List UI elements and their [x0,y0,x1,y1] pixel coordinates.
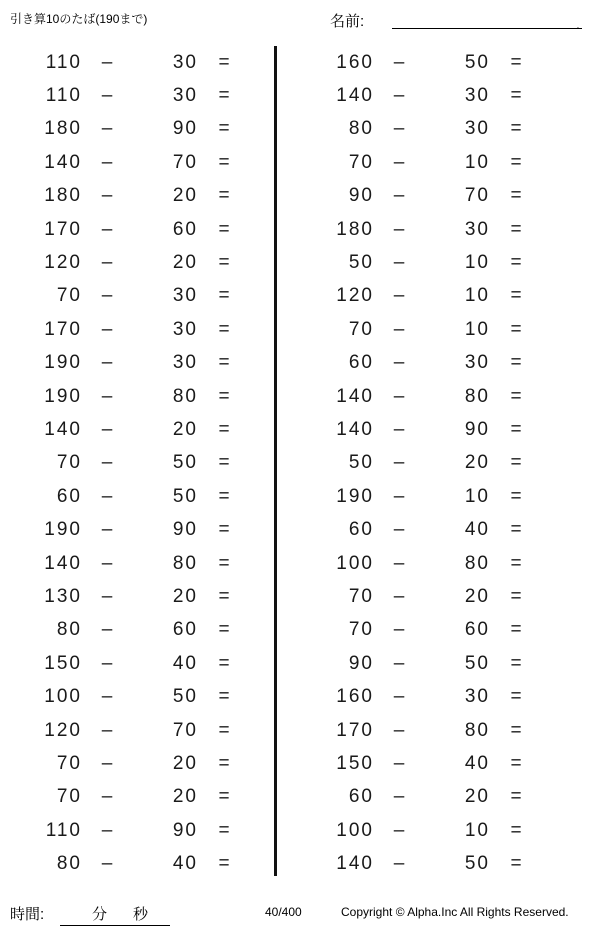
operand-first: 100 [336,819,374,841]
problem-row [4,213,272,246]
problem-column-right [296,46,564,881]
problem-row [4,246,272,279]
operand-second: 30 [172,318,198,340]
minus-icon: – [393,853,405,875]
problem-row [4,580,272,613]
operand-first: 70 [56,752,82,774]
operand-first: 190 [44,385,82,407]
problem-row [296,747,564,780]
operand-second: 30 [172,85,198,107]
problem-row [4,614,272,647]
operand-first: 190 [44,519,82,541]
equals-icon: = [510,686,522,708]
operand-second: 10 [464,285,490,307]
equals-icon: = [218,385,230,407]
equals-icon: = [218,151,230,173]
problem-row [4,413,272,446]
minus-icon: – [393,719,405,741]
minus-icon: – [101,819,113,841]
minus-icon: – [101,652,113,674]
operand-first: 140 [44,151,82,173]
operand-first: 140 [336,385,374,407]
equals-icon: = [218,418,230,440]
problem-row [4,680,272,713]
problem-row [4,113,272,146]
minus-icon: – [393,418,405,440]
operand-first: 60 [56,485,82,507]
operand-first: 170 [336,719,374,741]
operand-second: 30 [464,686,490,708]
name-input-line[interactable] [392,28,582,29]
operand-second: 30 [464,118,490,140]
operand-second: 20 [464,786,490,808]
time-label: 時間: [10,906,45,923]
minus-icon: – [101,118,113,140]
minus-icon: – [101,218,113,240]
operand-first: 70 [56,452,82,474]
operand-first: 160 [336,686,374,708]
equals-icon: = [510,318,522,340]
minus-icon: – [393,652,405,674]
minus-icon: – [393,385,405,407]
equals-icon: = [218,719,230,741]
operand-second: 20 [172,752,198,774]
minus-icon: – [101,853,113,875]
minus-icon: – [393,85,405,107]
problem-row [4,647,272,680]
minus-icon: – [101,418,113,440]
minus-icon: – [101,485,113,507]
operand-second: 30 [464,218,490,240]
problem-row [296,580,564,613]
equals-icon: = [218,786,230,808]
equals-icon: = [510,218,522,240]
equals-icon: = [218,85,230,107]
minus-icon: – [101,719,113,741]
problem-row [296,280,564,313]
operand-second: 30 [172,285,198,307]
equals-icon: = [510,252,522,274]
equals-icon: = [510,452,522,474]
equals-icon: = [510,418,522,440]
equals-icon: = [510,719,522,741]
problem-row [296,447,564,480]
operand-second: 10 [464,485,490,507]
operand-second: 70 [464,185,490,207]
minus-icon: – [393,185,405,207]
operand-first: 160 [336,51,374,73]
operand-second: 20 [172,786,198,808]
operand-first: 170 [44,218,82,240]
problem-row [296,380,564,413]
operand-first: 120 [336,285,374,307]
minus-icon: – [393,452,405,474]
minus-icon: – [101,452,113,474]
operand-first: 70 [348,585,374,607]
minus-icon: – [393,585,405,607]
operand-first: 180 [336,218,374,240]
problem-row [296,313,564,346]
problem-row [4,814,272,847]
operand-first: 110 [45,51,82,73]
problem-row [4,347,272,380]
operand-second: 80 [172,552,198,574]
equals-icon: = [510,819,522,841]
operand-second: 40 [172,652,198,674]
operand-first: 140 [336,85,374,107]
problem-row [4,513,272,546]
equals-icon: = [510,485,522,507]
equals-icon: = [510,185,522,207]
equals-icon: = [218,185,230,207]
problem-row [296,647,564,680]
operand-first: 100 [44,686,82,708]
operand-first: 120 [44,252,82,274]
operand-second: 90 [172,118,198,140]
operand-second: 10 [464,318,490,340]
operand-second: 60 [172,218,198,240]
problem-row [296,513,564,546]
problem-row [4,547,272,580]
minus-icon: – [101,686,113,708]
operand-first: 80 [348,118,374,140]
equals-icon: = [218,51,230,73]
operand-second: 60 [464,619,490,641]
operand-second: 20 [172,418,198,440]
operand-second: 30 [172,352,198,374]
equals-icon: = [510,552,522,574]
operand-second: 50 [172,452,198,474]
operand-second: 20 [464,585,490,607]
minus-icon: – [101,585,113,607]
operand-first: 180 [44,185,82,207]
equals-icon: = [510,585,522,607]
minus-icon: – [393,619,405,641]
minus-icon: – [393,285,405,307]
minus-icon: – [101,85,113,107]
equals-icon: = [510,385,522,407]
operand-second: 20 [172,252,198,274]
name-period: . [576,16,580,32]
operand-first: 140 [44,418,82,440]
operand-first: 180 [44,118,82,140]
equals-icon: = [510,285,522,307]
time-input-line[interactable] [60,925,170,926]
operand-first: 190 [336,485,374,507]
problem-row [296,680,564,713]
operand-second: 80 [464,552,490,574]
equals-icon: = [218,752,230,774]
problem-row [296,547,564,580]
problem-row [296,347,564,380]
operand-first: 70 [348,318,374,340]
problem-column-left [4,46,272,881]
problem-row [296,480,564,513]
operand-second: 70 [172,151,198,173]
operand-first: 70 [348,151,374,173]
equals-icon: = [510,352,522,374]
operand-second: 30 [464,85,490,107]
operand-first: 90 [348,185,374,207]
equals-icon: = [510,652,522,674]
operand-second: 10 [464,252,490,274]
equals-icon: = [510,519,522,541]
operand-first: 70 [56,786,82,808]
problem-row [296,413,564,446]
equals-icon: = [218,585,230,607]
problem-row [4,747,272,780]
minus-icon: – [101,285,113,307]
equals-icon: = [218,819,230,841]
minus-icon: – [101,519,113,541]
copyright-notice: Copyright © Alpha.Inc All Rights Reserved. [341,905,569,919]
minus-icon: – [393,118,405,140]
problem-row [296,847,564,880]
problem-row [4,146,272,179]
minus-icon: – [393,318,405,340]
operand-first: 190 [44,352,82,374]
equals-icon: = [218,318,230,340]
minus-icon: – [101,151,113,173]
minus-icon: – [393,752,405,774]
problem-row [4,781,272,814]
equals-icon: = [510,85,522,107]
equals-icon: = [218,652,230,674]
name-field-area [330,8,590,32]
minus-icon: – [393,151,405,173]
operand-second: 90 [172,819,198,841]
problem-row [296,113,564,146]
equals-icon: = [510,51,522,73]
operand-second: 30 [172,51,198,73]
minus-icon: – [393,252,405,274]
minus-icon: – [101,619,113,641]
equals-icon: = [218,452,230,474]
page-footer [0,895,600,935]
page-title: 引き算10のたば(190まで) [10,12,148,26]
operand-first: 50 [348,252,374,274]
problem-row [4,714,272,747]
operand-second: 50 [172,686,198,708]
minus-icon: – [101,318,113,340]
operand-first: 80 [56,853,82,875]
operand-first: 60 [348,352,374,374]
problem-row [296,180,564,213]
minus-icon: – [393,485,405,507]
equals-icon: = [218,519,230,541]
operand-second: 50 [464,51,490,73]
problem-row [296,79,564,112]
operand-second: 20 [172,185,198,207]
operand-first: 140 [44,552,82,574]
equals-icon: = [218,352,230,374]
operand-second: 30 [464,352,490,374]
equals-icon: = [218,252,230,274]
operand-first: 140 [336,418,374,440]
problem-row [4,280,272,313]
operand-second: 50 [464,652,490,674]
operand-second: 40 [172,853,198,875]
problem-row [4,447,272,480]
page-number: 40/400 [265,905,302,919]
operand-second: 10 [464,819,490,841]
minus-icon: – [393,686,405,708]
minus-icon: – [101,252,113,274]
operand-second: 70 [172,719,198,741]
problem-row [296,714,564,747]
operand-second: 80 [464,719,490,741]
operand-first: 70 [348,619,374,641]
operand-first: 150 [44,652,82,674]
operand-second: 60 [172,619,198,641]
minus-icon: – [101,385,113,407]
operand-first: 70 [56,285,82,307]
minutes-label: 分 [92,906,108,923]
equals-icon: = [218,118,230,140]
operand-first: 60 [348,786,374,808]
problem-row [4,79,272,112]
operand-first: 150 [336,752,374,774]
operand-first: 90 [348,652,374,674]
problem-row [296,614,564,647]
operand-first: 110 [45,819,82,841]
problem-row [4,480,272,513]
equals-icon: = [218,853,230,875]
operand-first: 140 [336,853,374,875]
problem-row [296,814,564,847]
name-label: 名前: [330,13,365,30]
operand-second: 50 [172,485,198,507]
operand-second: 90 [464,418,490,440]
minus-icon: – [393,51,405,73]
problem-row [4,847,272,880]
minus-icon: – [101,352,113,374]
operand-first: 110 [45,85,82,107]
equals-icon: = [510,151,522,173]
problem-row [296,246,564,279]
minus-icon: – [101,185,113,207]
operand-first: 120 [44,719,82,741]
operand-second: 80 [464,385,490,407]
minus-icon: – [393,519,405,541]
equals-icon: = [218,285,230,307]
equals-icon: = [218,686,230,708]
equals-icon: = [510,619,522,641]
seconds-label: 秒 [133,906,149,923]
equals-icon: = [218,218,230,240]
operand-first: 80 [56,619,82,641]
operand-second: 90 [172,519,198,541]
operand-second: 40 [464,752,490,774]
minus-icon: – [393,552,405,574]
page-header [0,8,600,34]
minus-icon: – [101,786,113,808]
operand-first: 130 [44,585,82,607]
operand-second: 40 [464,519,490,541]
problem-row [296,213,564,246]
operand-first: 100 [336,552,374,574]
minus-icon: – [101,51,113,73]
operand-second: 50 [464,853,490,875]
minus-icon: – [393,352,405,374]
problem-row [4,46,272,79]
problem-row [296,146,564,179]
operand-second: 20 [464,452,490,474]
problem-row [4,313,272,346]
problem-row [4,180,272,213]
operand-first: 170 [44,318,82,340]
equals-icon: = [218,485,230,507]
equals-icon: = [510,752,522,774]
operand-first: 60 [348,519,374,541]
problem-row [296,46,564,79]
equals-icon: = [218,552,230,574]
equals-icon: = [510,853,522,875]
minus-icon: – [393,786,405,808]
minus-icon: – [101,552,113,574]
minus-icon: – [393,819,405,841]
operand-second: 10 [464,151,490,173]
minus-icon: – [393,218,405,240]
problem-row [4,380,272,413]
equals-icon: = [510,786,522,808]
column-divider [274,46,277,876]
operand-second: 80 [172,385,198,407]
operand-second: 20 [172,585,198,607]
minus-icon: – [101,752,113,774]
equals-icon: = [218,619,230,641]
operand-first: 50 [348,452,374,474]
equals-icon: = [510,118,522,140]
problem-row [296,781,564,814]
